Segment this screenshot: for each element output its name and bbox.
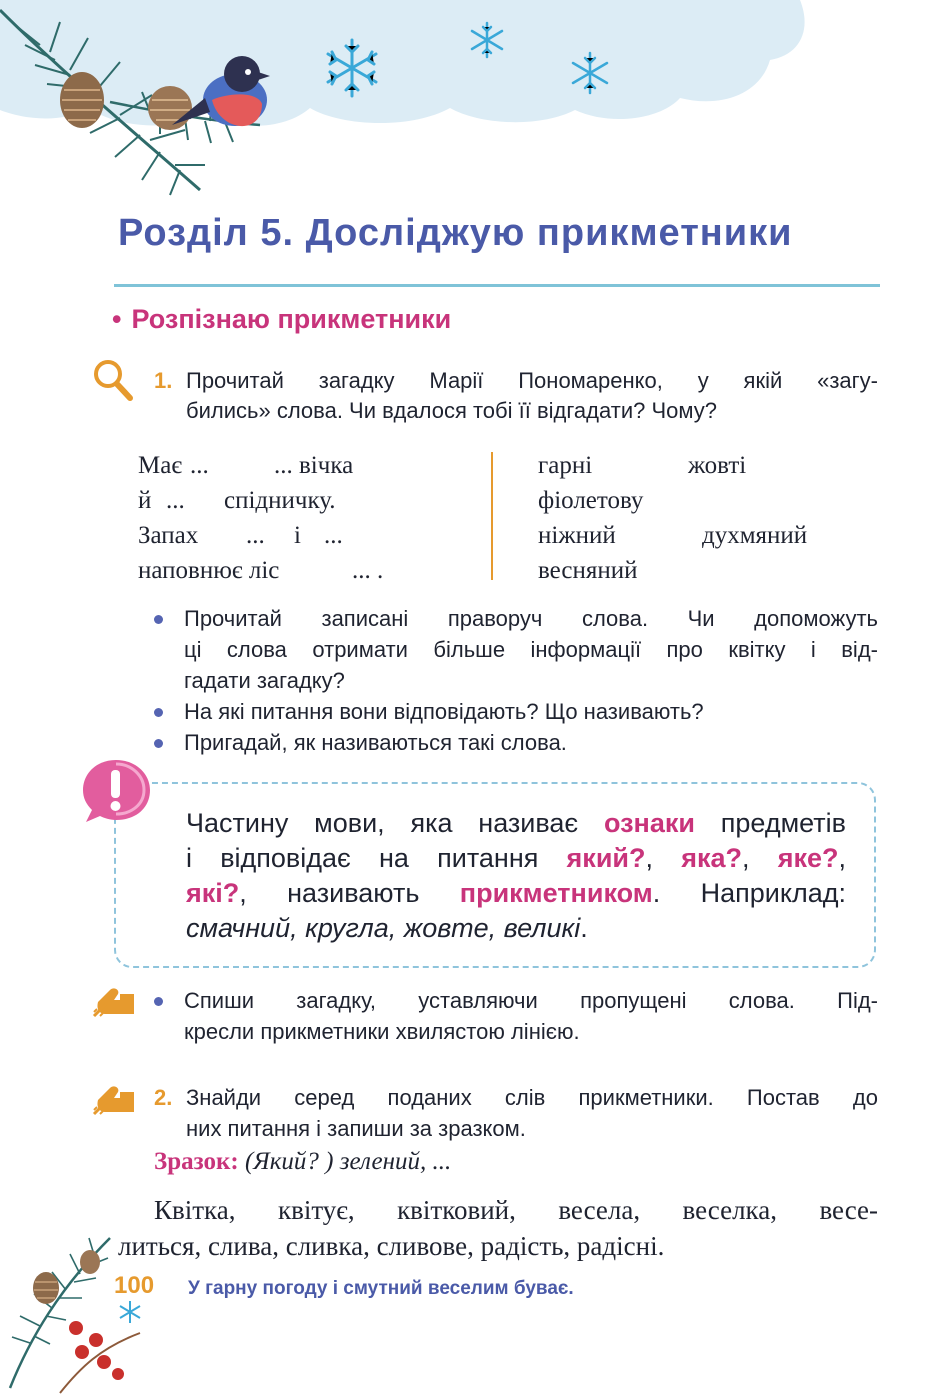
riddle-line: Має ... ... вічка [138, 452, 354, 479]
word-hints [538, 448, 858, 588]
header-decoration [0, 0, 952, 200]
footer-decoration [0, 1228, 160, 1394]
page-number: 100 [114, 1272, 155, 1299]
riddle-line: й ... спідничку. [138, 487, 336, 514]
word-list: Квітка, квітує, квітковий, весела, веселка, весе- литься, слива, сливка, сливове, радість, радісні. [118, 1195, 878, 1261]
sample [154, 1148, 451, 1176]
task-2-prompt: 2. Знайди серед поданих слів прикметники. Постав до них питання і запиши за зразком. [154, 1082, 878, 1144]
key-question: яка? [681, 843, 742, 873]
key-term: ознаки [604, 808, 695, 838]
riddle-line: наповнює ліс ... . [138, 557, 384, 584]
pine-cone-icon [33, 1250, 100, 1304]
bullet-dot [154, 708, 163, 717]
exclamation-bubble-icon [80, 756, 154, 826]
key-term: прикметником [459, 878, 653, 908]
section-heading [112, 304, 451, 335]
list-item: Пригадай, як називаються такі слова. [154, 727, 878, 758]
berry-branch-icon [60, 1321, 140, 1393]
magnifier-icon [92, 358, 134, 402]
riddle-text [138, 448, 408, 588]
rule-text: Частину мови, яка називає ознаки предметів і відповідає на питання який?, яка?, яке?, які?, називають прикметником. Наприклад: смачний, кругла, жовте, великі. [186, 808, 846, 943]
sample-text: (Який? ) зелений, ... [244, 1148, 452, 1175]
task-1-questions [154, 603, 878, 758]
task-1-line-1: Прочитай загадку Марії Пономаренко, у якій «загу- [186, 368, 878, 393]
word-hint-line: фіолетову [538, 487, 644, 514]
task-1-prompt [154, 366, 878, 426]
snow-cloud [0, 0, 805, 126]
chapter-title: Розділ 5. Досліджую прикметники [118, 212, 793, 254]
examples: смачний, кругла, жовте, великі [186, 913, 581, 943]
riddle-line: Запах ... і ... [138, 522, 343, 549]
bullet-dot [154, 615, 163, 624]
key-question: які? [186, 878, 240, 908]
task-1-line-2: бились» слова. Чи вдалося тобі її відгадати? Чому? [186, 398, 717, 423]
writing-hand-icon [92, 982, 136, 1018]
word-hint-line: весняний [538, 557, 638, 584]
list-item: Прочитай записані праворуч слова. Чи допоможуть ці слова отримати більше інформації про квітку і від- гадати загадку? [154, 603, 878, 696]
bullet-dot [154, 739, 163, 748]
list-item: На які питання вони відповідають? Що називають? [154, 696, 878, 727]
title-divider [114, 284, 880, 287]
column-divider [491, 452, 493, 580]
key-question: який? [566, 843, 646, 873]
sample-label: Зразок: [154, 1148, 239, 1175]
writing-hand-icon [92, 1080, 136, 1116]
word-hint-line: ніжний духмяний [538, 522, 808, 549]
section-heading-text: Розпізнаю прикметники [131, 304, 452, 334]
snowflake-icon [120, 1301, 140, 1323]
section-bullet: • [112, 304, 122, 334]
word-hint-line: гарні жовті [538, 452, 747, 479]
task-number: 1. [154, 368, 173, 393]
key-question: яке? [777, 843, 839, 873]
list-item: Спиши загадку, уставляючи пропущені слова. Під- кресли прикметники хвилястою лінією. [154, 985, 878, 1047]
footer-proverb: У гарну погоду і смутний веселим буває. [188, 1278, 574, 1299]
task-number: 2. [154, 1085, 173, 1110]
exercise [154, 985, 878, 1047]
bullet-dot [154, 997, 163, 1006]
